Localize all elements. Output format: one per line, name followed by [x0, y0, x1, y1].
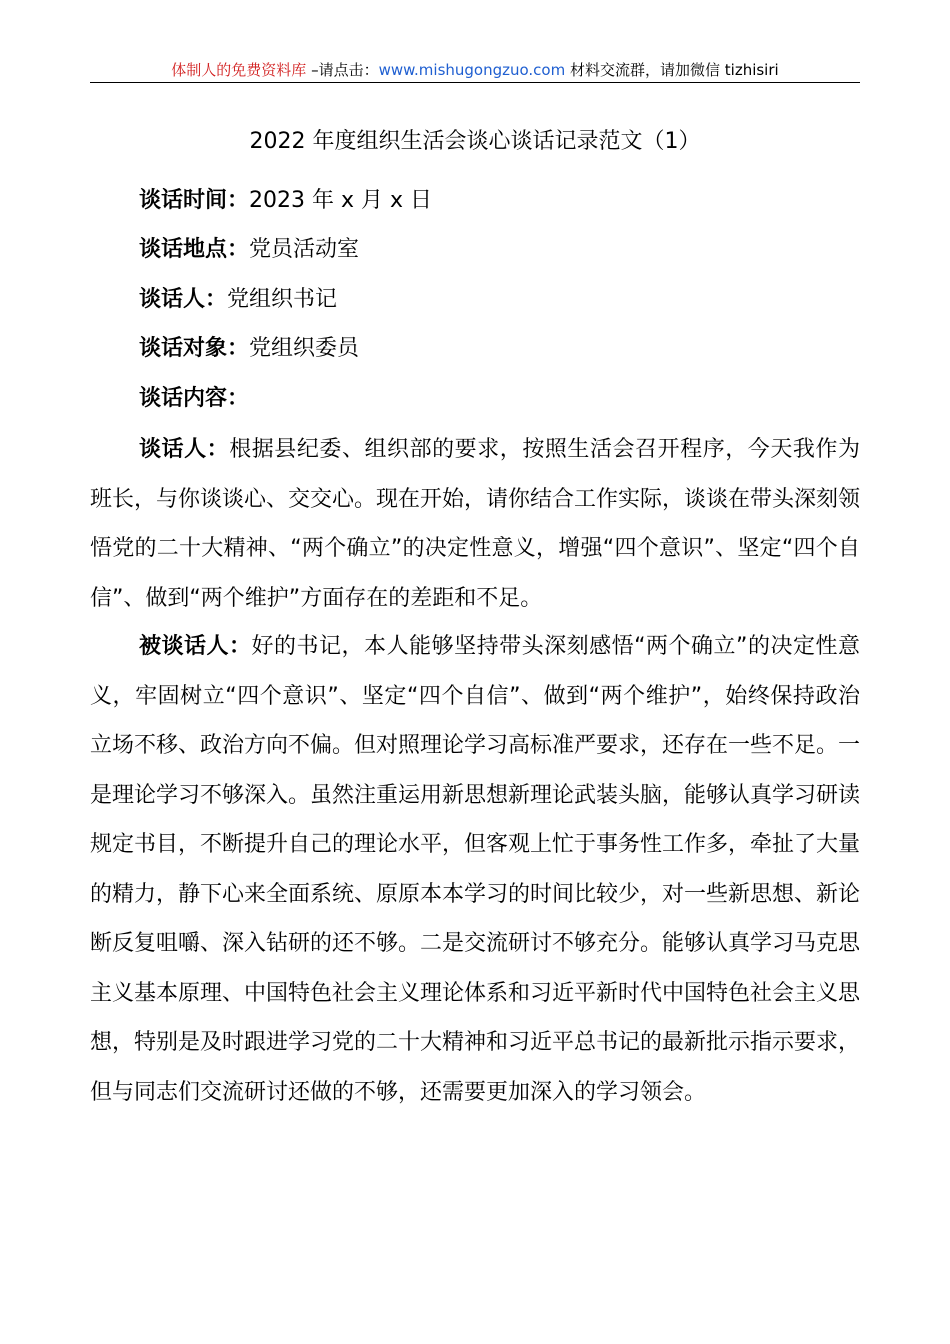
header-brand: 体制人的免费资料库	[171, 61, 307, 79]
meta-location	[139, 232, 359, 268]
paragraph-respondent-text: 好的书记，本人能够坚持带头深刻感悟“两个确立”的决定性意义，牢固树立“四个意识”、坚定“四个自信”、做到“两个维护”，始终保持政治立场不移、政治方向不偏。但对照理论学习高标准严要求，还存在一些不足。一是理论学习不够深入。虽然注重运用新思想新理论武装头脑，能够认真学习研读规定书目，不断提升自己的理论水平，但客观上忙于事务性工作多，牵扯了大量的精力，静下心来全面系统、原原本本学习的时间比较少，对一些新思想、新论断反复咀嚼、深入钻研的还不够。二是交流研讨不够充分。能够认真学习马克思主义基本原理、中国特色社会主义理论体系和习近平新时代中国特色社会主义思想，特别是及时跟进学习党的二十大精神和习近平总书记的最新批示指示要求，但与同志们交流研讨还做的不够，还需要更加深入的学习领会。	[90, 634, 861, 1105]
document-title: 2022 年度组织生活会谈心谈话记录范文（1）	[249, 129, 701, 154]
meta-content	[139, 381, 249, 417]
paragraph-speaker-label: 谈话人：	[139, 437, 230, 462]
header-divider	[90, 82, 860, 83]
meta-location-value: 党员活动室	[249, 237, 360, 262]
meta-time	[139, 183, 432, 219]
meta-speaker	[139, 282, 337, 318]
paragraph-speaker-text: 根据县纪委、组织部的要求，按照生活会召开程序，今天我作为班长，与你谈谈心、交交心。现在开始，请你结合工作实际，谈谈在带头深刻领悟党的二十大精神、“两个确立”的决定性意义，增强“四个意识”、坚定“四个自信”、做到“两个维护”方面存在的差距和不足。	[90, 437, 861, 611]
meta-speaker-value: 党组织书记	[227, 287, 338, 312]
meta-counterpart-value: 党组织委员	[249, 336, 360, 361]
meta-content-label: 谈话内容：	[139, 386, 250, 411]
meta-speaker-label: 谈话人：	[139, 287, 228, 312]
paragraph-speaker	[90, 425, 860, 623]
meta-time-value: 2023 年 x 月 x 日	[249, 188, 433, 213]
meta-time-label: 谈话时间：	[139, 188, 250, 213]
page-header	[90, 58, 860, 82]
meta-counterpart	[139, 331, 359, 367]
header-prompt: –请点击：	[306, 61, 379, 79]
meta-counterpart-label: 谈话对象：	[139, 336, 250, 361]
header-suffix: 材料交流群，请加微信 tizhisiri	[565, 61, 779, 79]
meta-location-label: 谈话地点：	[139, 237, 250, 262]
header-url-link[interactable]: www.mishugongzuo.com	[378, 61, 566, 79]
paragraph-respondent	[90, 622, 860, 1117]
paragraph-respondent-label: 被谈话人：	[139, 634, 252, 659]
